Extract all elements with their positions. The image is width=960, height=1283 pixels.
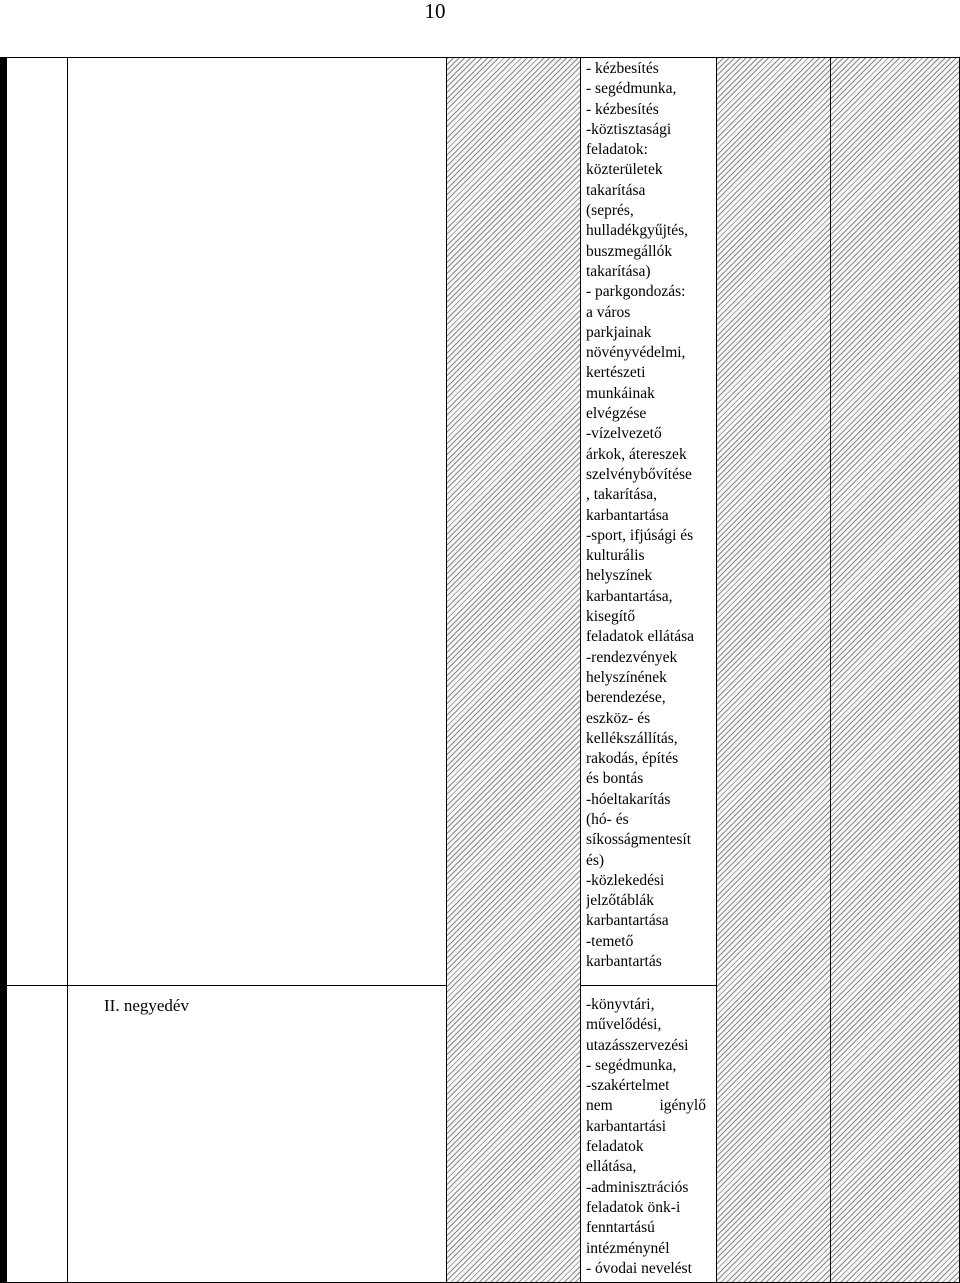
- task-line: növényvédelmi,: [586, 344, 686, 362]
- task-line: feladatok ellátása: [586, 628, 695, 646]
- task-line: nem igénylő: [586, 1097, 706, 1115]
- task-line: utazásszervezési: [586, 1036, 689, 1054]
- task-line: fenntartású: [586, 1219, 655, 1237]
- hatched-cell-2: [716, 57, 831, 1283]
- task-line: intézménynél: [586, 1239, 670, 1257]
- hatched-cell-3: [830, 57, 960, 1283]
- task-line: munkáinak: [586, 384, 655, 402]
- task-line: -sport, ifjúsági és: [586, 526, 694, 544]
- task-line: buszmegállók: [586, 242, 673, 260]
- task-line: karbantartás: [586, 953, 662, 971]
- task-line: kellékszállítás,: [586, 729, 678, 747]
- task-list-row-2: [586, 995, 712, 1279]
- task-list-row-1: [586, 59, 712, 972]
- task-line: takarítása): [586, 262, 651, 280]
- task-line: parkjainak: [586, 323, 652, 341]
- row-separator-tasks: [580, 985, 717, 986]
- task-line: - segédmunka,: [586, 80, 677, 98]
- column-blank: [6, 57, 68, 1283]
- task-line: - kézbesítés: [586, 100, 659, 118]
- page-number: 10: [424, 0, 446, 23]
- task-line: (hó- és: [586, 810, 629, 828]
- task-line: -könyvtári,: [586, 996, 655, 1013]
- task-line: -köztisztasági: [586, 120, 672, 138]
- task-line: , takarítása,: [586, 486, 658, 504]
- task-line: -adminisztrációs: [586, 1178, 689, 1196]
- column-period: [67, 57, 447, 1283]
- row-separator: [6, 985, 447, 986]
- task-line: jelzőtáblák: [586, 892, 654, 910]
- task-line: - óvodai nevelést: [586, 1259, 692, 1277]
- task-line: szelvénybővítése: [586, 465, 692, 483]
- period-label-q2: II. negyedév: [104, 996, 189, 1015]
- task-line: helyszínek: [586, 567, 653, 585]
- task-line: eszköz- és: [586, 709, 651, 727]
- task-line: kulturális: [586, 547, 645, 565]
- task-line: karbantartási: [586, 1117, 667, 1135]
- task-line: - segédmunka,: [586, 1056, 677, 1074]
- task-line: ellátása,: [586, 1158, 637, 1176]
- task-line: hulladékgyűjtés,: [586, 222, 689, 240]
- task-line: -közlekedési: [586, 871, 665, 889]
- task-line: berendezése,: [586, 689, 666, 707]
- task-line: karbantartása: [586, 506, 669, 524]
- task-line: művelődési,: [586, 1016, 662, 1034]
- task-line: feladatok önk-i: [586, 1198, 681, 1216]
- task-line: karbantartása,: [586, 587, 673, 605]
- task-line: elvégzése: [586, 405, 647, 423]
- task-line: feladatok: [586, 1138, 644, 1156]
- task-line: árkok, átereszek: [586, 445, 687, 463]
- task-line: karbantartása: [586, 912, 669, 930]
- task-line: (seprés,: [586, 202, 634, 220]
- task-line: a város: [586, 303, 631, 321]
- task-line: kisegítő: [586, 608, 636, 626]
- task-line: kertészeti: [586, 364, 646, 382]
- task-line: síkosságmentesít: [586, 831, 692, 849]
- task-line: közterületek: [586, 161, 663, 179]
- task-line: rakodás, építés: [586, 750, 679, 768]
- task-line: -vízelvezető: [586, 425, 662, 443]
- hatched-cell-1: [446, 57, 581, 1283]
- task-line: -temető: [586, 932, 634, 950]
- task-line: - kézbesítés: [586, 60, 659, 77]
- task-line: -hóeltakarítás: [586, 790, 671, 808]
- schedule-table: [0, 57, 960, 1283]
- task-line: feladatok:: [586, 141, 648, 159]
- task-line: -rendezvények: [586, 648, 678, 666]
- task-line: helyszínének: [586, 668, 667, 686]
- task-line: takarítása: [586, 181, 646, 199]
- task-line: -szakértelmet: [586, 1077, 670, 1095]
- task-line: és): [586, 851, 605, 869]
- task-line: és bontás: [586, 770, 644, 788]
- task-line: - parkgondozás:: [586, 283, 686, 301]
